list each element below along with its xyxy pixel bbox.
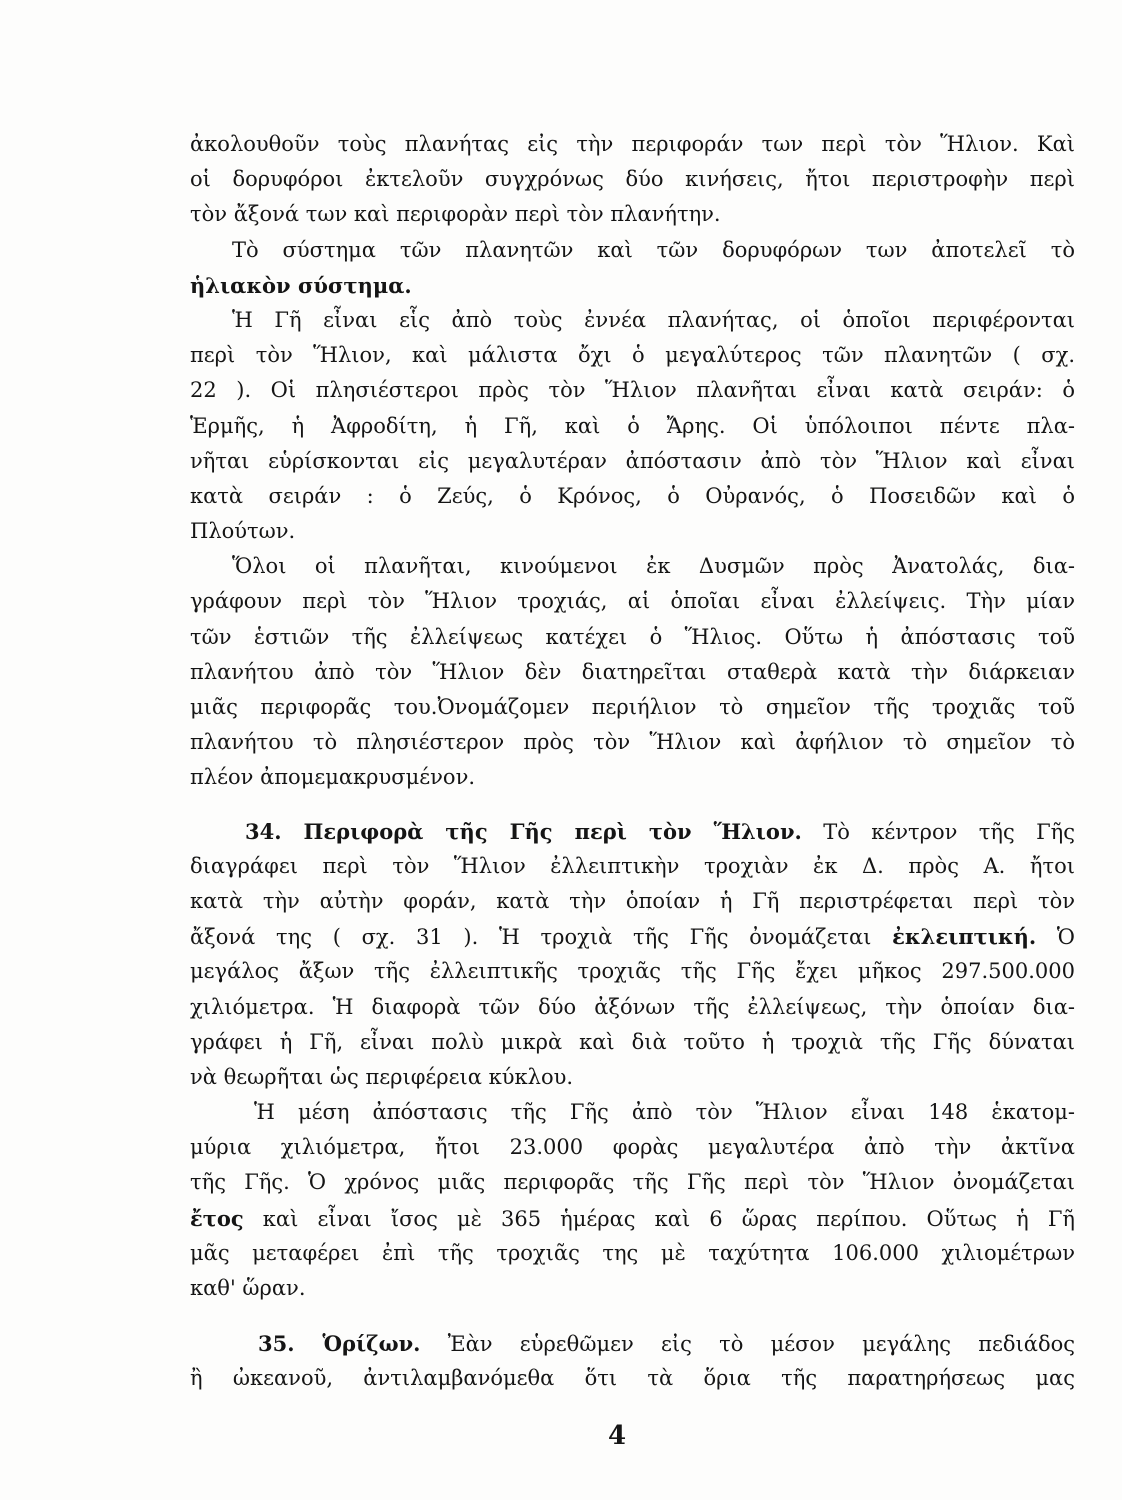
line-text: Ὁ <box>1036 925 1075 950</box>
text-line: κατὰ τὴν αὐτὴν φοράν, κατὰ τὴν ὁποίαν ἡ Γῆ περιστρέφεται περὶ τὸν <box>190 888 1075 913</box>
text-line <box>190 1326 1075 1361</box>
bold-term: ἐκλειπτική. <box>892 924 1037 950</box>
text-line: τῆς Γῆς. Ὁ χρόνος μιᾶς περιφορᾶς τῆς Γῆς περὶ τὸν Ἥλιον ὀνομάζεται <box>190 1170 1075 1195</box>
text-line: μᾶς μεταφέρει ἐπὶ τῆς τροχιᾶς της μὲ ταχύτητα 106.000 χιλιομέτρων <box>190 1240 1075 1265</box>
line-text: Ἐὰν εὑρεθῶμεν εἰς τὸ μέσον μεγάλης πεδιάδος <box>420 1332 1076 1357</box>
bold-term: ἔτος <box>190 1205 244 1231</box>
text-line: ἀκολουθοῦν τοὺς πλανήτας εἰς τὴν περιφοράν των περὶ τὸν Ἥλιον. Καὶ <box>190 132 1075 156</box>
text-line: Ὅλοι οἱ πλανῆται, κινούμενοι ἐκ Δυσμῶν πρὸς Ἀνατολάς, δια- <box>232 554 1075 579</box>
text-line: μύρια χιλιόμετρα, ἤτοι 23.000 φορὰς μεγαλυτέρα ἀπὸ τὴν ἀκτῖνα <box>190 1135 1075 1160</box>
text-line: κατὰ σειράν : ὁ Ζεύς, ὁ Κρόνος, ὁ Οὐρανός, ὁ Ποσειδῶν καὶ ὁ <box>190 483 1075 508</box>
text-line: διαγράφει περὶ τὸν Ἥλιον ἐλλειπτικὴν τροχιὰν ἐκ Δ. πρὸς Α. ἤτοι <box>190 853 1075 878</box>
text-line: καθ' ὥραν. <box>190 1276 306 1300</box>
text-line: νὰ θεωρῆται ὡς περιφέρεια κύκλου. <box>190 1064 574 1089</box>
text-line: γράφει ἡ Γῆ, εἶναι πολὺ μικρὰ καὶ διὰ τοῦτο ἡ τροχιὰ τῆς Γῆς δύναται <box>190 1029 1075 1054</box>
paragraph <box>190 127 1075 233</box>
line-text: ἄξονά της ( σχ. 31 ). Ἡ τροχιὰ τῆς Γῆς ὀνομάζεται <box>190 925 893 950</box>
text-line: γράφουν περὶ τὸν Ἥλιον τροχιάς, αἱ ὁποῖαι εἶναι ἐλλείψεις. Τὴν μίαν <box>190 589 1075 614</box>
text-line: μεγάλος ἄξων τῆς ἐλλειπτικῆς τροχιᾶς τῆς Γῆς ἔχει μῆκος 297.500.000 <box>190 959 1075 984</box>
text-line: ἢ ὠκεανοῦ, ἀντιλαμβανόμεθα ὅτι τὰ ὅρια τῆς παρατηρήσεως μας <box>190 1366 1075 1391</box>
paragraph <box>190 1095 1075 1306</box>
paragraph <box>190 549 1075 795</box>
paragraph <box>190 303 1075 549</box>
paragraph <box>190 233 1075 303</box>
text-line: Ἑρμῆς, ἡ Ἀφροδίτη, ἡ Γῆ, καὶ ὁ Ἄρης. Οἱ ὑπόλοιποι πέντε πλα- <box>190 413 1075 438</box>
text-line: μιᾶς περιφορᾶς του.Ὀνομάζομεν περιήλιον τὸ σημεῖον τῆς τροχιᾶς τοῦ <box>190 695 1075 719</box>
text-line: πλανήτου ἀπὸ τὸν Ἥλιον δὲν διατηρεῖται σταθερὰ κατὰ τὴν διάρκειαν <box>190 659 1075 684</box>
text-line <box>190 1201 1075 1236</box>
bold-term-line: ἡλιακὸν σύστημα. <box>190 272 412 298</box>
section-34 <box>190 814 1075 1096</box>
line-text: Τὸ κέντρον τῆς Γῆς <box>801 819 1075 844</box>
text-line: χιλιόμετρα. Ἡ διαφορὰ τῶν δύο ἀξόνων τῆς ἐλλείψεως, τὴν ὁποίαν δια- <box>190 994 1075 1019</box>
text-line: νῆται εὑρίσκονται εἰς μεγαλυτέραν ἀπόστασιν ἀπὸ τὸν Ἥλιον καὶ εἶναι <box>190 448 1075 473</box>
section-heading: 35. Ὁρίζων. <box>258 1331 421 1357</box>
text-line: πλέον ἀπομεμακρυσμένον. <box>190 765 476 790</box>
section-heading: 34. Περιφορὰ τῆς Γῆς περὶ τὸν Ἥλιον. <box>245 818 802 844</box>
body-text <box>190 127 1075 1397</box>
section-35 <box>190 1326 1075 1396</box>
line-text: καὶ εἶναι ἴσος μὲ 365 ἡμέρας καὶ 6 ὥρας περίπου. Οὕτως ἡ Γῆ <box>243 1206 1075 1231</box>
text-line: Ἡ Γῆ εἶναι εἷς ἀπὸ τοὺς ἐννέα πλανήτας, οἱ ὁποῖοι περιφέρονται <box>232 307 1075 332</box>
text-line: οἱ δορυφόροι ἐκτελοῦν συγχρόνως δύο κινήσεις, ἤτοι περιστροφὴν περὶ <box>190 167 1075 192</box>
text-line: τὸν ἄξονά των καὶ περιφορὰν περὶ τὸν πλανήτην. <box>190 202 721 227</box>
page-number: 4 <box>607 1421 627 1451</box>
text-line: τῶν ἑστιῶν τῆς ἐλλείψεως κατέχει ὁ Ἥλιος. Οὕτω ἡ ἀπόστασις τοῦ <box>190 624 1075 649</box>
text-line: περὶ τὸν Ἥλιον, καὶ μάλιστα ὄχι ὁ μεγαλύτερος τῶν πλανητῶν ( σχ. <box>190 343 1075 368</box>
text-line: 22 ). Οἱ πλησιέστεροι πρὸς τὸν Ἥλιον πλανῆται εἶναι κατὰ σειράν: ὁ <box>190 378 1075 403</box>
text-line: Τὸ σύστημα τῶν πλανητῶν καὶ τῶν δορυφόρων των ἀποτελεῖ τὸ <box>232 237 1075 262</box>
text-line: πλανήτου τὸ πλησιέστερον πρὸς τὸν Ἥλιον καὶ ἀφήλιον τὸ σημεῖον τὸ <box>190 730 1075 755</box>
text-line: Πλούτων. <box>190 519 296 544</box>
text-line <box>190 919 1075 954</box>
text-line: Ἡ μέση ἀπόστασις τῆς Γῆς ἀπὸ τὸν Ἥλιον εἶναι 148 ἑκατομ- <box>254 1100 1075 1125</box>
text-line <box>190 814 1075 849</box>
